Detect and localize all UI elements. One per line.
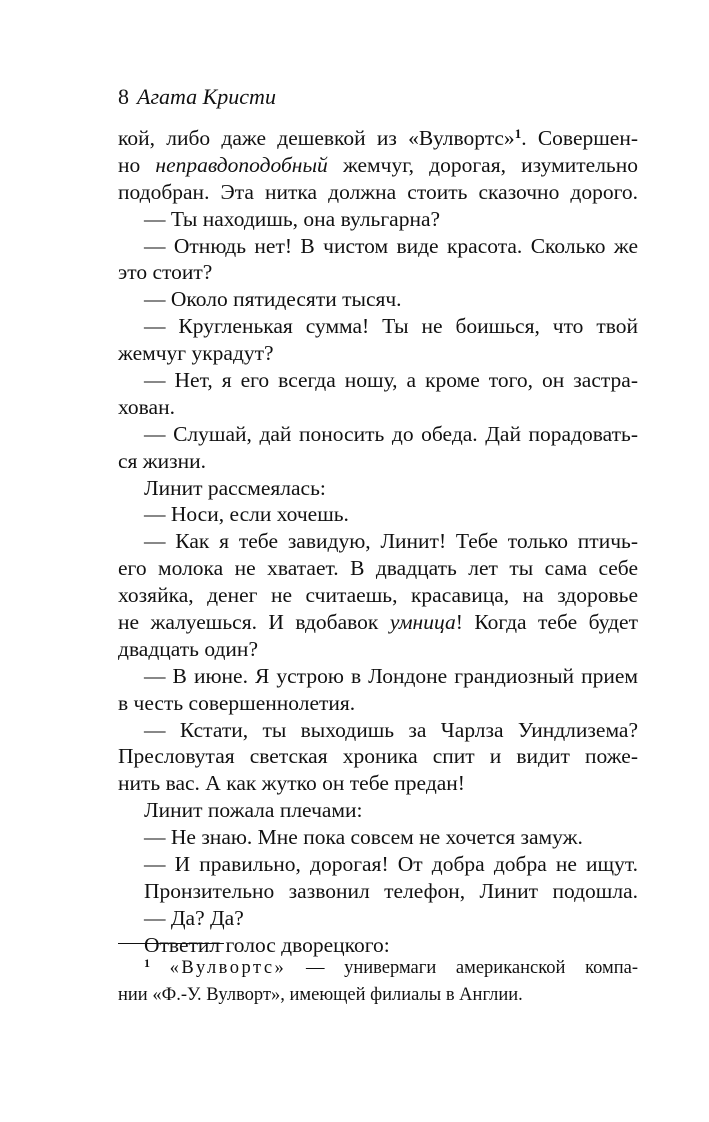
footnote-line: $^1$ «Вулвортс» — универмаги американской компа- bbox=[144, 956, 638, 978]
text-line: Линит пожала плечами: bbox=[144, 798, 363, 823]
footnote-marker: 1 bbox=[144, 956, 150, 970]
text-line: — Кстати, ты выходишь за Чарлза Уиндлизема? bbox=[144, 717, 638, 742]
text-line: — Как я тебе завидую, Линит! Тебе только птичь- bbox=[144, 529, 638, 554]
text-line: хован. bbox=[118, 394, 175, 419]
emphasis: умница bbox=[389, 610, 456, 635]
text-line: кой, либо даже дешевкой из «Вулвортс»$^1$. Совершен- bbox=[118, 126, 638, 150]
text-line: — В июне. Я устрою в Лондоне грандиозный прием bbox=[144, 663, 638, 688]
footnote-line: нии «Ф.-У. Вулворт», имеющей филиалы в Англии. bbox=[118, 985, 523, 1005]
text-line: — Отнюдь нет! В чистом виде красота. Сколько же bbox=[144, 233, 638, 258]
text-line: подобран. Эта нитка должна стоить сказочно дорого. bbox=[118, 179, 638, 204]
text-line: хозяйка, денег не считаешь, красавица, на здоровье bbox=[118, 583, 638, 608]
text-line: — Нет, я его всегда ношу, а кроме того, он застра- bbox=[144, 368, 638, 393]
footnote-reference[interactable]: 1 bbox=[514, 126, 522, 141]
text-line: — Кругленькая сумма! Ты не боишься, что твой bbox=[144, 314, 638, 339]
text-line: но неправдоподобный жемчуг, дорогая, изумительно bbox=[118, 152, 638, 177]
text-line: — Да? Да? bbox=[144, 905, 244, 930]
text-line: это стоит? bbox=[118, 260, 213, 285]
text-line: Ответил голос дворецкого: bbox=[144, 932, 390, 957]
text-line: — Не знаю. Мне пока совсем не хочется замуж. bbox=[144, 825, 583, 850]
text-line: ся жизни. bbox=[118, 448, 207, 473]
text-line: его молока не хватает. В двадцать лет ты сама себе bbox=[118, 556, 638, 581]
footnote-term: «Вулвортс» bbox=[169, 958, 287, 978]
running-header-author: Агата Кристи bbox=[137, 84, 276, 109]
text-line: — Слушай, дай поносить до обеда. Дай порадовать- bbox=[144, 421, 638, 446]
text-line: — Носи, если хочешь. bbox=[144, 502, 349, 527]
footnote bbox=[118, 955, 638, 1009]
text-line: двадцать один? bbox=[118, 636, 258, 661]
text-line: не жалуешься. И вдобавок умница! Когда тебе будет bbox=[118, 610, 638, 635]
text-line: — И правильно, дорогая! От добра добра не ищут. bbox=[144, 852, 638, 877]
emphasis: неправдоподобный bbox=[155, 152, 328, 177]
text-line: Линит рассмеялась: bbox=[144, 475, 326, 500]
footnote-divider bbox=[118, 943, 224, 944]
text-line: Пресловутая светская хроника спит и видит поже- bbox=[118, 744, 638, 769]
text-line: — Около пятидесяти тысяч. bbox=[144, 287, 402, 312]
body-text bbox=[118, 125, 638, 959]
text-line: Пронзительно зазвонил телефон, Линит подошла. bbox=[144, 878, 638, 903]
text-line: — Ты находишь, она вульгарна? bbox=[144, 206, 441, 231]
text-line: нить вас. А как жутко он тебе предан! bbox=[118, 771, 465, 796]
page-number: 8 bbox=[118, 84, 129, 109]
text-line: жемчуг украдут? bbox=[118, 341, 274, 366]
running-header bbox=[118, 84, 276, 110]
text-line: в честь совершеннолетия. bbox=[118, 690, 356, 715]
